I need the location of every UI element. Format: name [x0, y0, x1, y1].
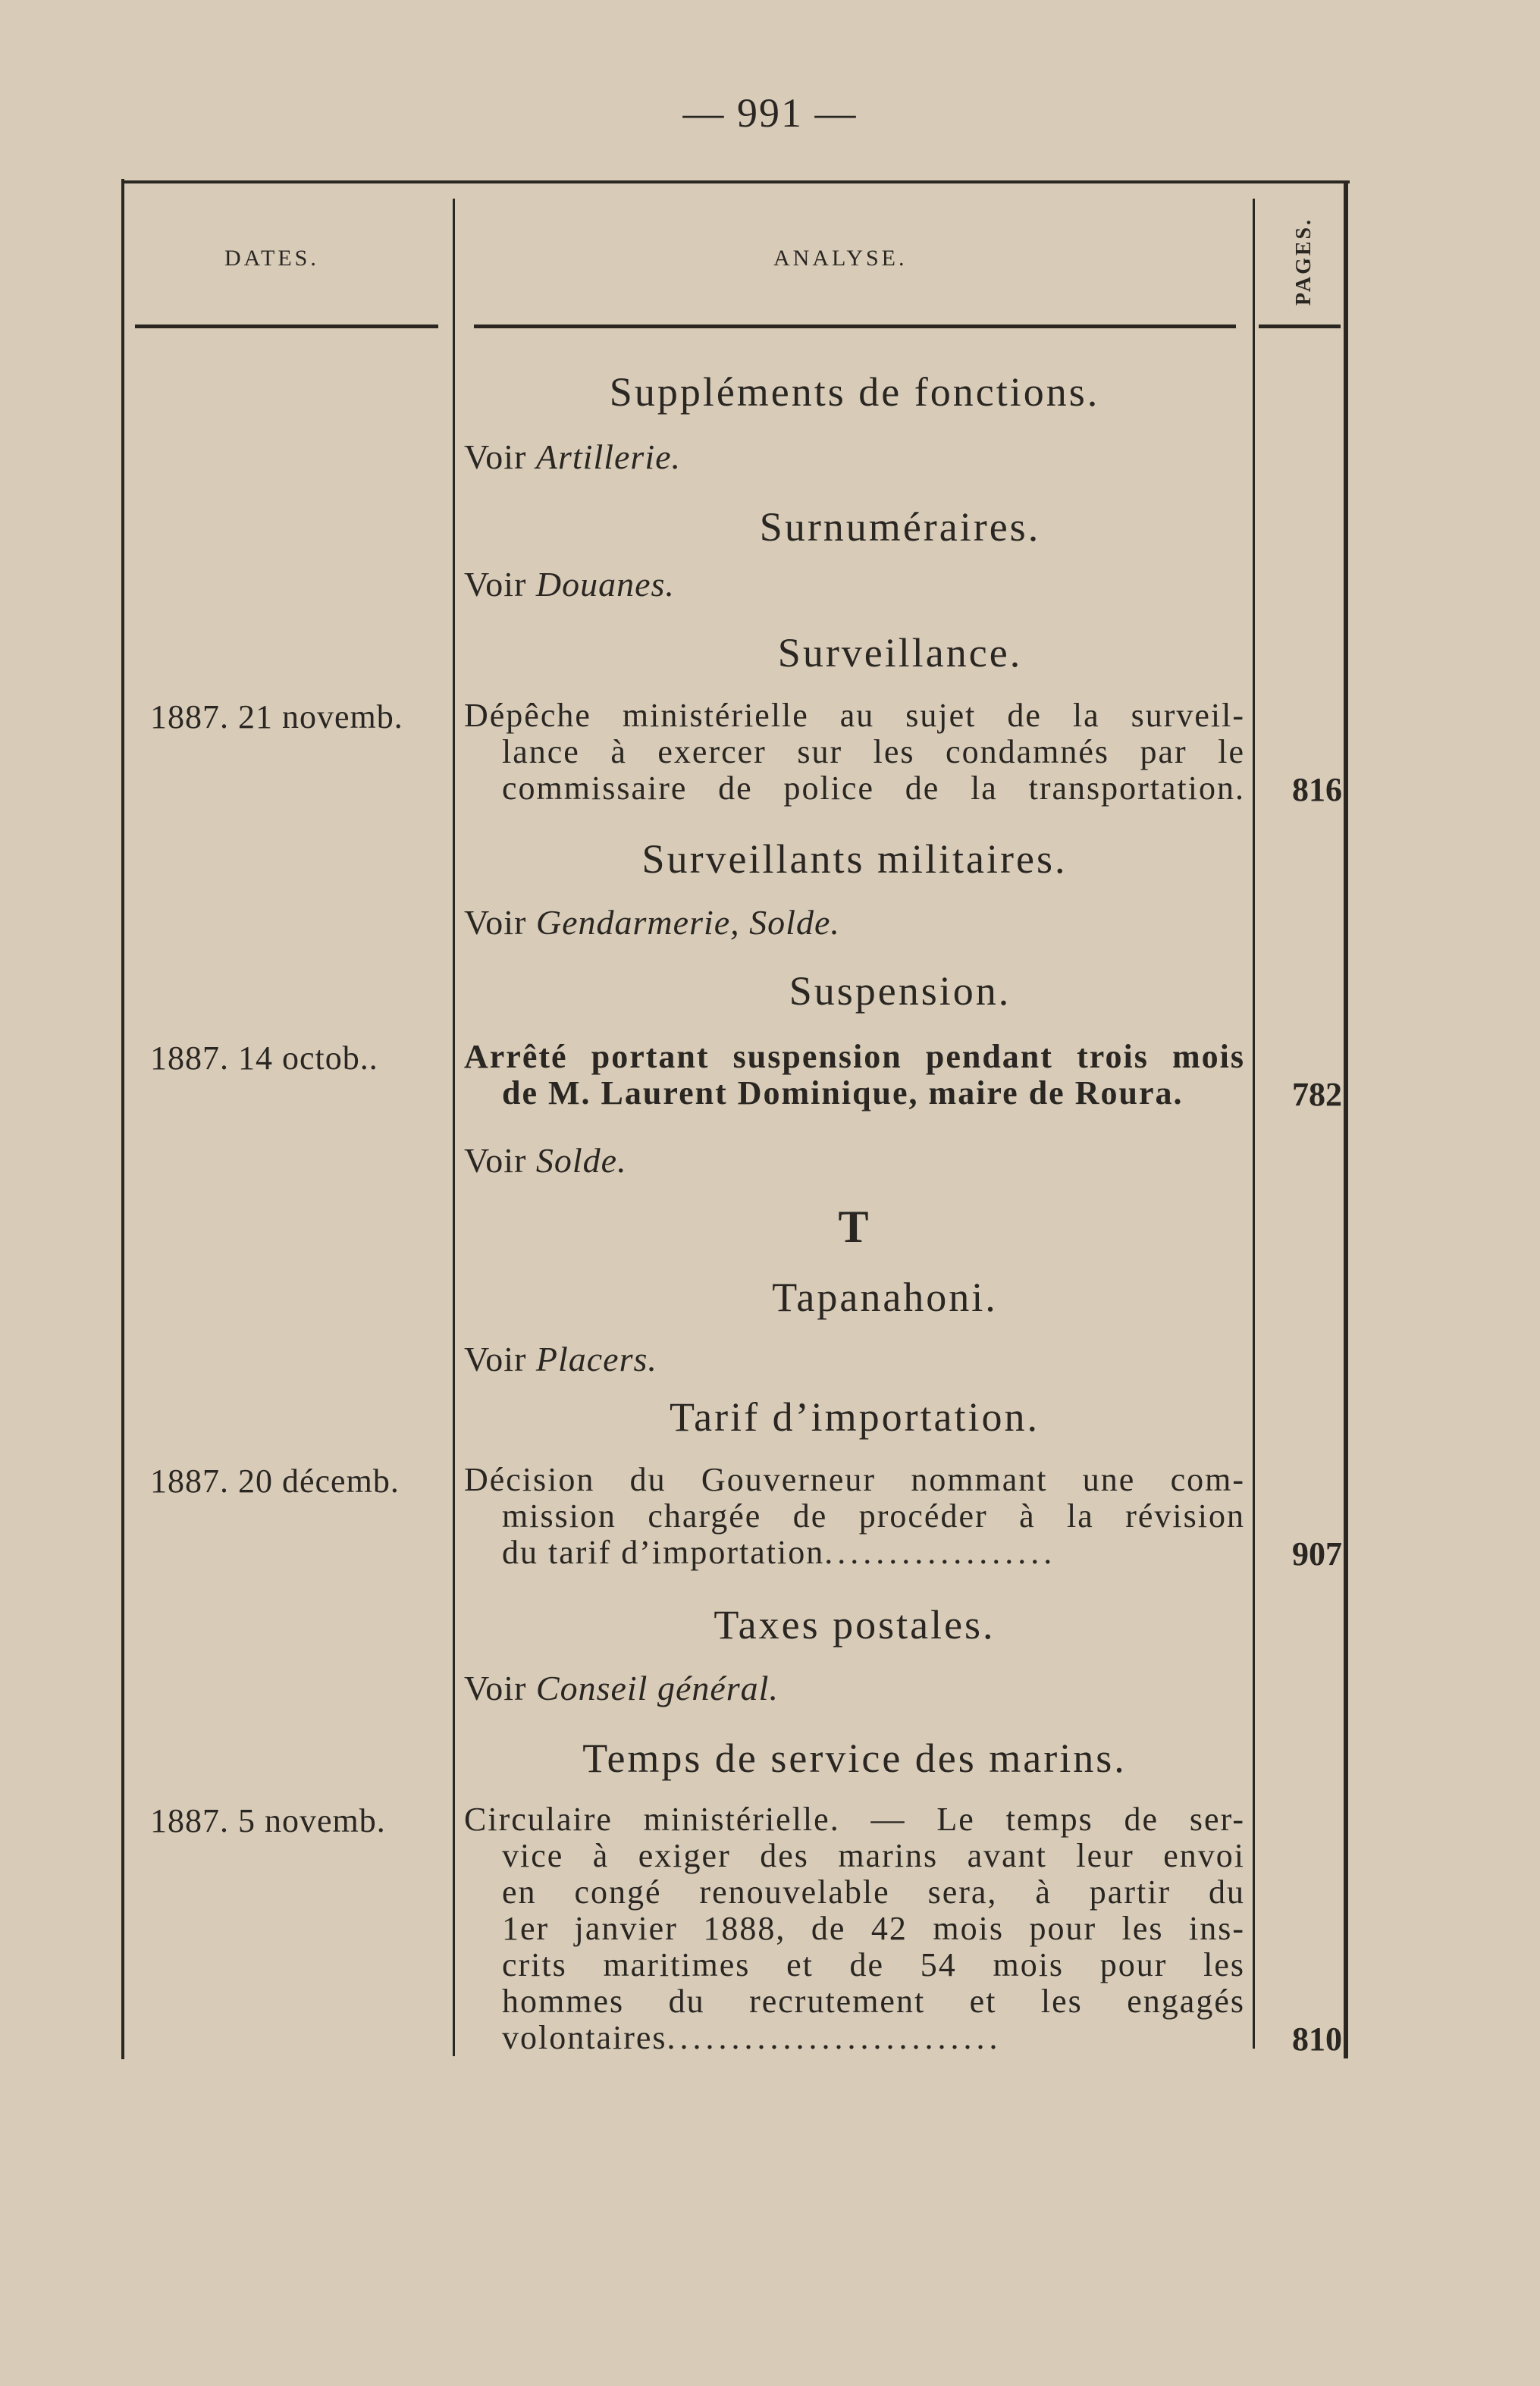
- entry-analysis: [464, 1801, 1245, 2056]
- analyse-column-header: ANALYSE.: [773, 246, 908, 271]
- entry-date: 1887. 21 novemb.: [150, 698, 403, 735]
- entry-line: Dépêche ministérielle au sujet de la surveil-: [464, 697, 1245, 734]
- leader-dots: ..................: [824, 1534, 1057, 1571]
- voir-label: Voir: [464, 437, 527, 476]
- cross-reference: [464, 1140, 627, 1180]
- section-heading: Suspension.: [789, 968, 1012, 1014]
- cross-reference: [464, 902, 840, 942]
- entry-line: commissaire de police de la transportation.: [502, 770, 1245, 807]
- entry-analysis: [464, 1462, 1245, 1571]
- section-heading: Surveillants militaires.: [641, 836, 1068, 882]
- entry-line: Décision du Gouverneur nommant une com-: [464, 1461, 1245, 1498]
- entry-line-text: volontaires: [502, 2019, 667, 2056]
- voir-target: Placers.: [535, 1340, 657, 1378]
- entry-line: vice à exiger des marins avant leur envoi: [502, 1837, 1245, 1874]
- entry-date: 1887. 14 octob..: [150, 1039, 378, 1077]
- entry-line: [464, 1535, 1245, 1571]
- page-reference: 816: [1292, 771, 1342, 808]
- page-reference: 782: [1292, 1076, 1342, 1113]
- page-number: — 991 —: [682, 90, 858, 136]
- voir-label: Voir: [464, 565, 527, 604]
- section-heading: Temps de service des marins.: [582, 1735, 1127, 1781]
- voir-target: Solde.: [535, 1141, 627, 1180]
- voir-target: Douanes.: [535, 565, 675, 604]
- section-heading: Surveillance.: [777, 630, 1023, 676]
- pages-header-label: PAGES.: [1292, 217, 1316, 306]
- entry-line-text: du tarif d’importation: [502, 1534, 825, 1571]
- alphabet-letter: T: [838, 1202, 871, 1252]
- entry-line: crits maritimes et de 54 mois pour les: [502, 1946, 1245, 1983]
- page-reference: 907: [1292, 1535, 1342, 1572]
- section-heading: Suppléments de fonctions.: [609, 369, 1100, 415]
- entry-analysis: [464, 1039, 1245, 1111]
- entry-line: 1er janvier 1888, de 42 mois pour les ins-: [502, 1910, 1245, 1947]
- entry-line: [464, 2020, 1245, 2056]
- cross-reference: [464, 1668, 779, 1708]
- dates-column-header: DATES.: [224, 246, 319, 271]
- leader-dots: ..........................: [666, 2019, 1002, 2056]
- entry-line: mission chargée de procéder à la révision: [502, 1497, 1245, 1535]
- entry-line: Arrêté portant suspension pendant trois mois: [464, 1038, 1245, 1075]
- cross-reference: [464, 564, 675, 604]
- entry-date: 1887. 5 novemb.: [150, 1802, 386, 1839]
- voir-target: Conseil général.: [535, 1669, 779, 1707]
- section-heading: Taxes postales.: [714, 1602, 996, 1648]
- cross-reference: [464, 1339, 657, 1379]
- voir-target: Artillerie.: [535, 437, 682, 476]
- entry-line: en congé renouvelable sera, à partir du: [502, 1873, 1245, 1911]
- voir-label: Voir: [464, 1340, 527, 1378]
- voir-label: Voir: [464, 1141, 527, 1180]
- entry-date: 1887. 20 décemb.: [150, 1463, 400, 1500]
- voir-label: Voir: [464, 1669, 527, 1707]
- section-heading: Tarif d’importation.: [669, 1394, 1040, 1440]
- entry-line: de M. Laurent Dominique, maire de Roura.: [502, 1074, 1184, 1111]
- section-heading: Surnuméraires.: [759, 504, 1041, 550]
- page-reference: 810: [1292, 2021, 1342, 2058]
- entry-analysis: [464, 698, 1245, 807]
- entry-line: lance à exercer sur les condamnés par le: [502, 733, 1245, 770]
- section-heading: Tapanahoni.: [772, 1275, 998, 1320]
- entry-line: Circulaire ministérielle. — Le temps de ser-: [464, 1801, 1245, 1838]
- cross-reference: [464, 437, 681, 477]
- voir-label: Voir: [464, 903, 527, 942]
- entry-line: hommes du recrutement et les engagés: [502, 1983, 1245, 2020]
- voir-target: Gendarmerie, Solde.: [535, 903, 840, 942]
